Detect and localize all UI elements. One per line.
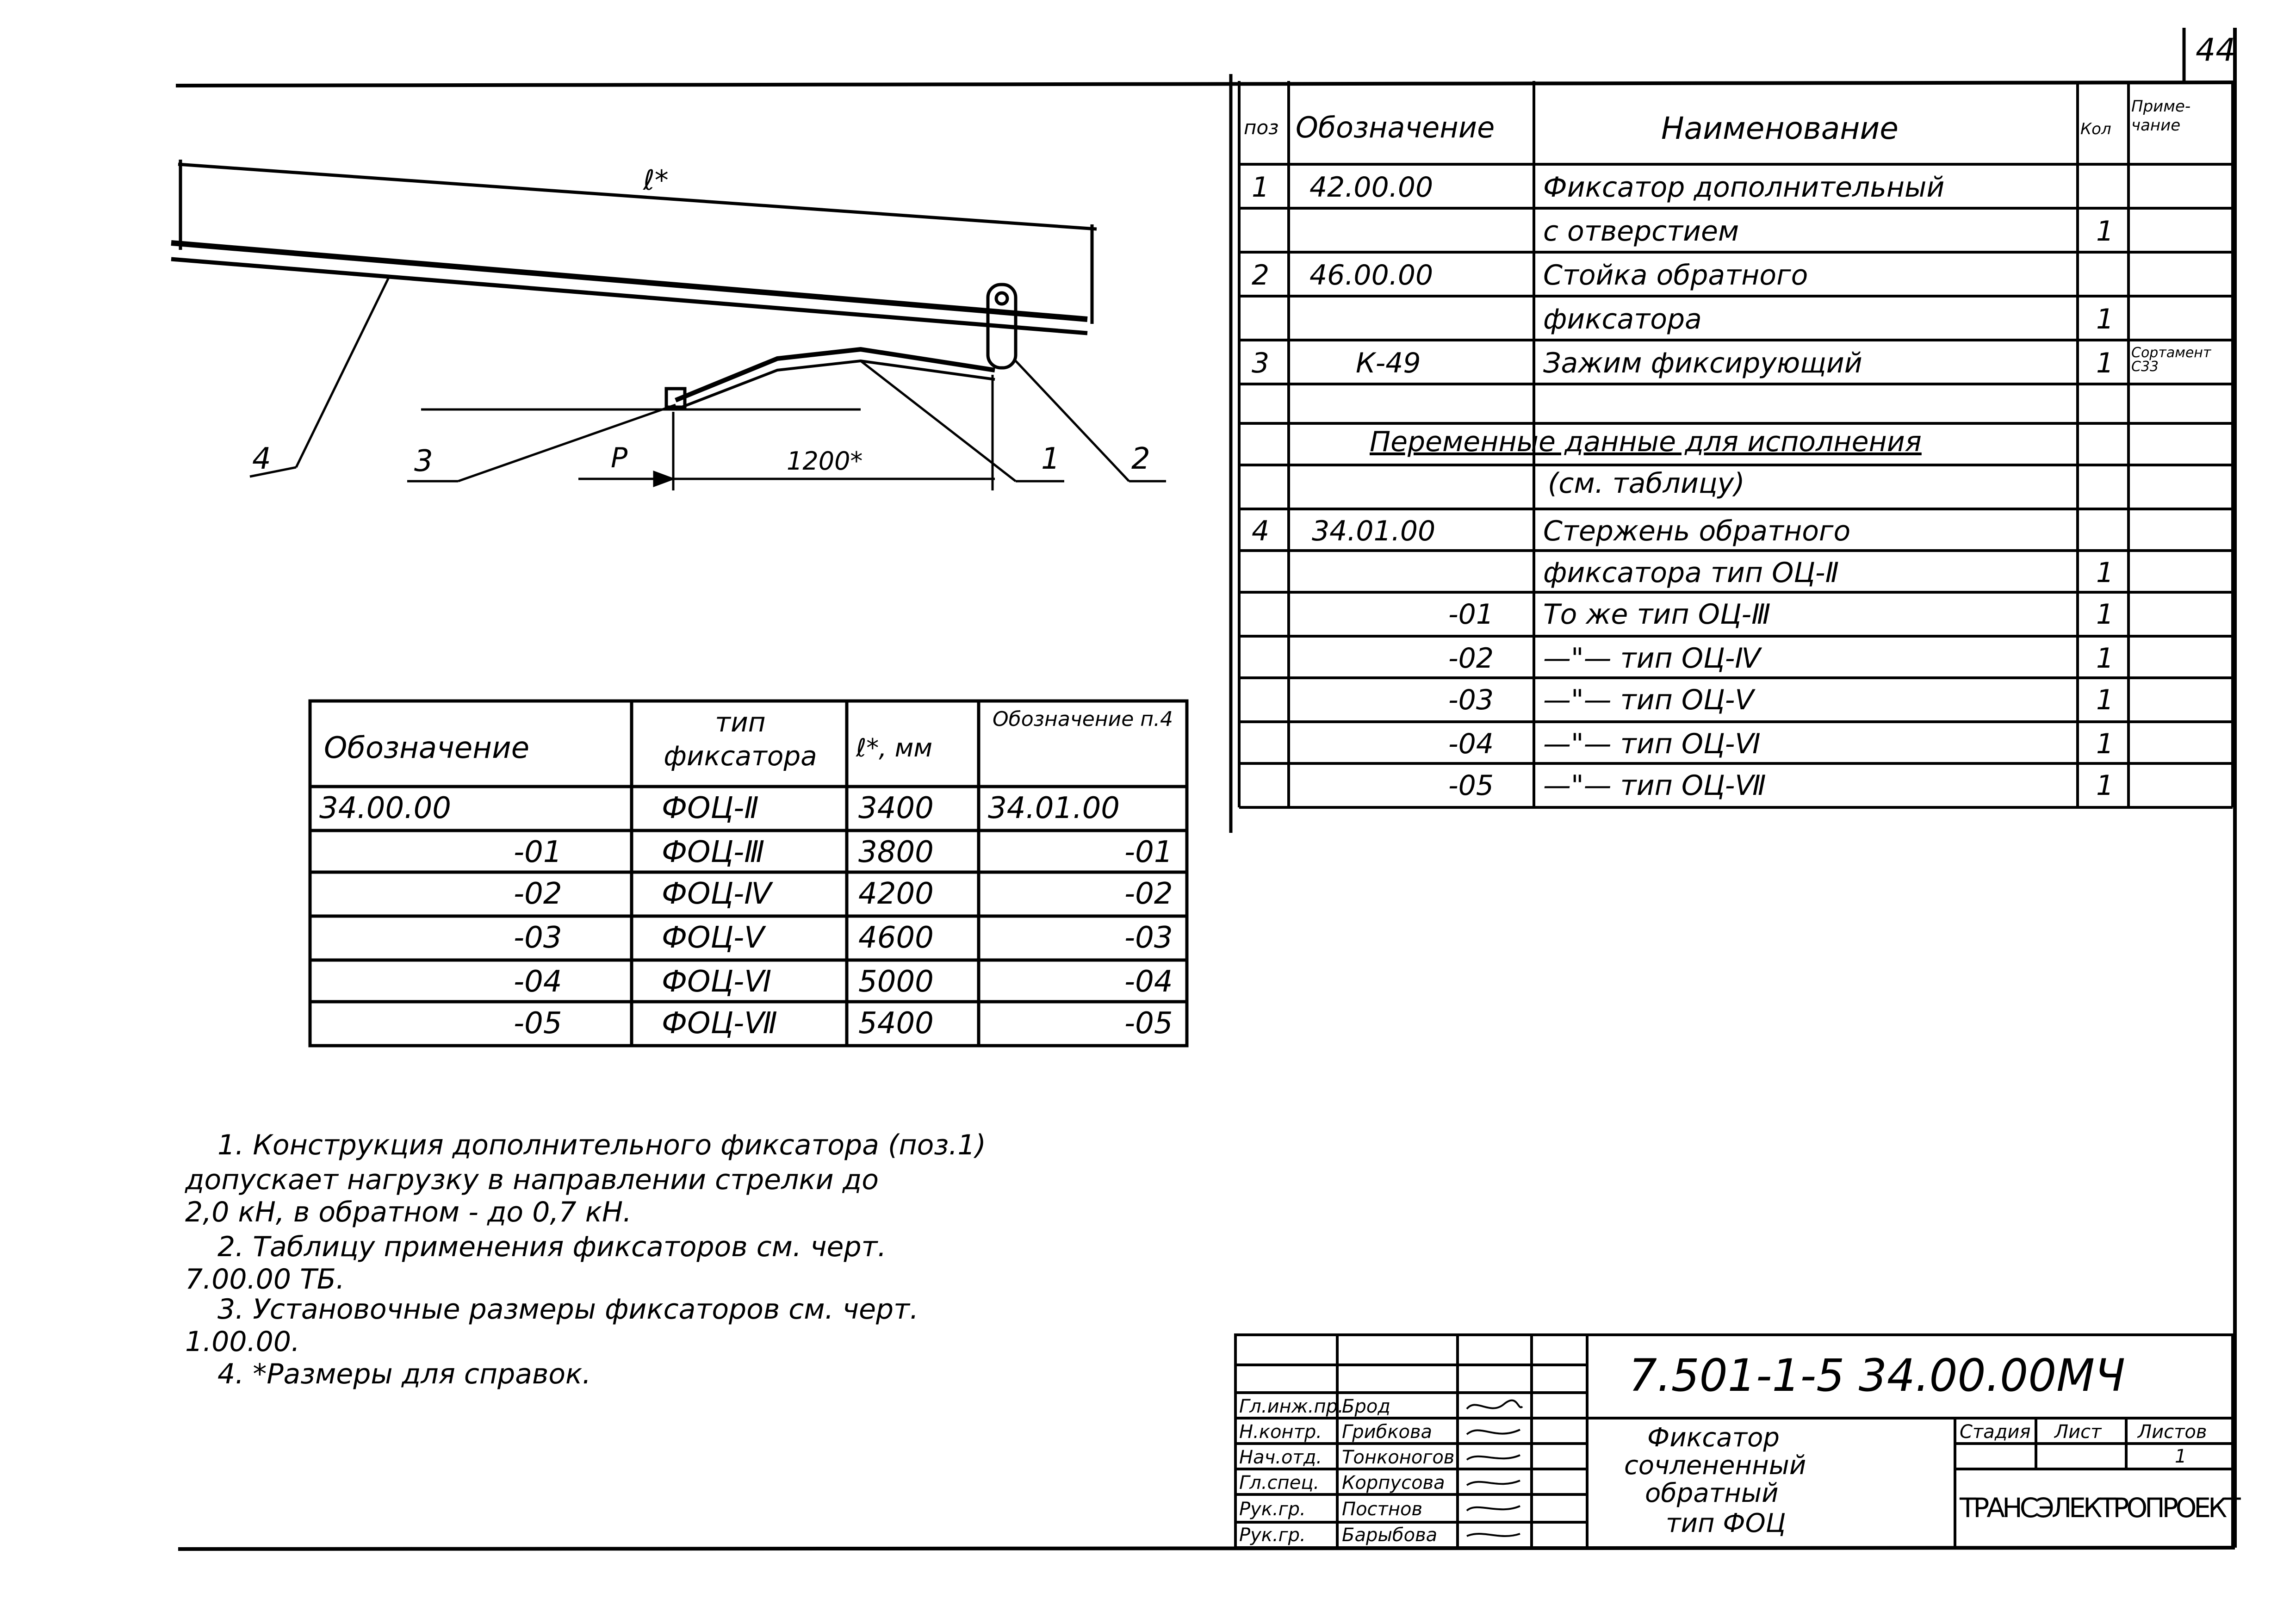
rod: [676, 349, 995, 400]
var-row-2-length: 3800: [858, 835, 934, 869]
spec-row-10-qty: 1: [2096, 642, 2114, 675]
title-line-2: сочлененный: [1624, 1450, 1806, 1481]
organization: ТРАНСЭЛЕКТРОПРОЕКТ: [1960, 1492, 2238, 1524]
role-4: Гл.спец.: [1239, 1472, 1320, 1494]
var-row-5-length: 5000: [858, 965, 934, 999]
stage-label: Стадия: [1960, 1421, 2031, 1443]
sheet-label: Лист: [2054, 1421, 2102, 1443]
title-line-1: Фиксатор: [1647, 1423, 1780, 1453]
spec-variable-sub: (см. таблицу): [1548, 467, 1745, 500]
dim-length-label: ℓ*: [643, 164, 669, 197]
spec-row-13-name: —"— тип ОЦ-Ⅶ: [1543, 769, 1766, 802]
spec-row-7-pos: 4: [1252, 515, 1270, 547]
var-row-6-item: -05: [1124, 1006, 1173, 1041]
spec-row-5-qty: 1: [2096, 347, 2114, 379]
var-row-4-length: 4600: [858, 921, 934, 955]
var-row-6-type: ФОЦ-Ⅶ: [662, 1006, 777, 1041]
spec-row-1-pos: 1: [1252, 171, 1270, 204]
callout-3: 3: [414, 444, 433, 478]
spec-row-3-pos: 2: [1252, 259, 1270, 291]
var-row-5-type: ФОЦ-Ⅵ: [662, 965, 772, 999]
var-row-3-type: ФОЦ-Ⅳ: [662, 877, 772, 911]
load-label: P: [611, 442, 628, 474]
title-line-4: тип ФОЦ: [1666, 1508, 1786, 1538]
var-row-6-length: 5400: [858, 1006, 934, 1041]
spec-row-7-name: Стержень обратного: [1543, 515, 1851, 547]
spec-row-3-name: Стойка обратного: [1543, 259, 1808, 291]
spec-row-10-designation: -02: [1448, 642, 1494, 675]
page-number: 44: [2196, 32, 2236, 68]
sheets-value: 1: [2175, 1446, 2187, 1467]
var-row-1-designation: 34.00.00: [319, 791, 451, 825]
spec-row-2-qty: 1: [2096, 215, 2114, 248]
var-row-4-designation: -03: [514, 921, 562, 955]
spec-row-12-name: —"— тип ОЦ-Ⅵ: [1543, 728, 1761, 760]
signature-marks: [1462, 1395, 1527, 1548]
note-line-3: 2,0 кН, в обратном - до 0,7 кН.: [185, 1196, 632, 1228]
note-line-4: 2. Таблицу применения фиксаторов см. черт.: [217, 1231, 887, 1263]
var-header-item: Обозначение п.4: [992, 707, 1173, 731]
var-row-2-type: ФОЦ-Ⅲ: [662, 835, 765, 869]
spec-header-pos: поз: [1244, 116, 1279, 139]
spec-row-5-name: Зажим фиксирующий: [1543, 347, 1862, 379]
var-row-3-designation: -02: [514, 877, 562, 911]
person-2: Грибкова: [1342, 1421, 1433, 1443]
var-row-2-item: -01: [1124, 835, 1173, 869]
person-5: Постнов: [1342, 1499, 1423, 1520]
var-row-3-item: -02: [1124, 877, 1173, 911]
spec-row-7-designation: 34.01.00: [1312, 515, 1436, 547]
var-row-1-length: 3400: [858, 791, 934, 825]
spec-row-9-qty: 1: [2096, 598, 2114, 631]
note-line-1: 1. Конструкция дополнительного фиксатора (поз.1): [217, 1129, 986, 1161]
role-6: Рук.гр.: [1239, 1525, 1306, 1546]
spec-row-10-name: —"— тип ОЦ-Ⅳ: [1543, 642, 1761, 675]
note-line-2: допускает нагрузку в направлении стрелки до: [185, 1164, 879, 1196]
main-bar: [171, 243, 1087, 319]
var-row-5-item: -04: [1124, 965, 1173, 999]
spec-row-9-name: То же тип ОЦ-Ⅲ: [1543, 598, 1771, 631]
fixator-sketch: [171, 160, 1166, 490]
spec-row-4-name: фиксатора: [1543, 303, 1702, 335]
var-header-length: ℓ*, мм: [856, 733, 933, 762]
doc-code: 7.501-1-5 34.00.00МЧ: [1629, 1350, 2125, 1401]
spec-row-12-designation: -04: [1448, 728, 1494, 760]
var-row-2-designation: -01: [514, 835, 562, 869]
spec-header-qty: Кол: [2080, 120, 2111, 138]
note-line-7: 1.00.00.: [185, 1326, 300, 1358]
spec-header-designation: Обозначение: [1296, 111, 1495, 144]
dim-span-label: 1200*: [787, 446, 863, 476]
spec-row-4-qty: 1: [2096, 303, 2114, 335]
spec-row-1-designation: 42.00.00: [1309, 171, 1433, 204]
note-line-5: 7.00.00 ТБ.: [185, 1263, 345, 1295]
spec-row-11-name: —"— тип ОЦ-Ⅴ: [1543, 684, 1754, 716]
spec-row-8-name: фиксатора тип ОЦ-Ⅱ: [1543, 557, 1839, 589]
person-4: Корпусова: [1342, 1472, 1445, 1494]
person-1: Брод: [1342, 1396, 1390, 1417]
spec-row-11-designation: -03: [1448, 684, 1494, 716]
var-row-1-item: 34.01.00: [988, 791, 1120, 825]
callout-2: 2: [1131, 442, 1150, 476]
spec-row-5-note: Сортамент С33: [2131, 345, 2211, 375]
top-border: [176, 82, 2235, 86]
person-3: Тонконогов: [1342, 1447, 1455, 1468]
spec-row-1-name: Фиксатор дополнительный: [1543, 171, 1945, 204]
spec-header-name: Наименование: [1661, 111, 1899, 146]
callout-1: 1: [1041, 442, 1060, 476]
role-2: Н.контр.: [1239, 1421, 1322, 1443]
spec-row-3-designation: 46.00.00: [1309, 259, 1433, 291]
var-row-4-item: -03: [1124, 921, 1173, 955]
var-header-type: тип фиксатора: [664, 707, 817, 772]
spec-row-5-pos: 3: [1252, 347, 1270, 379]
var-row-6-designation: -05: [514, 1006, 562, 1041]
spec-row-5-designation: К-49: [1356, 347, 1421, 379]
spec-row-2-name: с отверстием: [1543, 215, 1739, 248]
spec-row-12-qty: 1: [2096, 728, 2114, 760]
var-row-5-designation: -04: [514, 965, 562, 999]
var-row-4-type: ФОЦ-Ⅴ: [662, 921, 765, 955]
note-line-8: 4. *Размеры для справок.: [217, 1358, 591, 1390]
spec-row-11-qty: 1: [2096, 684, 2114, 716]
person-6: Барыбова: [1342, 1525, 1438, 1546]
note-line-6: 3. Установочные размеры фиксаторов см. черт.: [217, 1293, 919, 1326]
role-5: Рук.гр.: [1239, 1499, 1306, 1520]
spec-row-13-qty: 1: [2096, 769, 2114, 802]
sheets-label: Листов: [2138, 1421, 2207, 1443]
var-header-designation: Обозначение: [324, 731, 530, 765]
var-row-1-type: ФОЦ-Ⅱ: [662, 791, 759, 825]
spec-header-note: Приме-чание: [2131, 97, 2191, 135]
spec-row-9-designation: -01: [1448, 598, 1494, 631]
callout-4: 4: [252, 442, 271, 476]
title-line-3: обратный: [1645, 1478, 1779, 1508]
spec-variable-heading: Переменные данные для исполнения: [1370, 426, 1922, 458]
spec-row-8-qty: 1: [2096, 557, 2114, 589]
var-row-3-length: 4200: [858, 877, 934, 911]
spec-row-13-designation: -05: [1448, 769, 1494, 802]
role-3: Нач.отд.: [1239, 1447, 1322, 1468]
dimension-line-l: [178, 164, 1097, 229]
role-1: Гл.инж.пр.: [1239, 1396, 1344, 1417]
